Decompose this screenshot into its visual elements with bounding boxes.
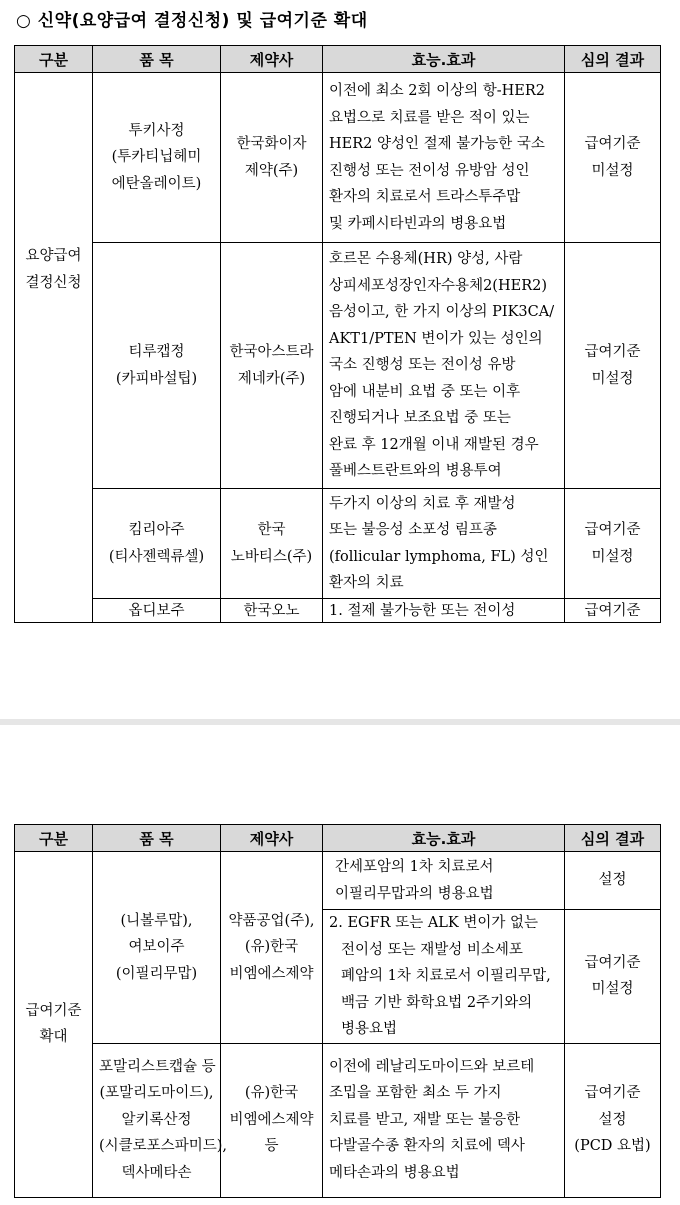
header-company: 제약사 <box>221 825 323 852</box>
header-company: 제약사 <box>221 46 323 73</box>
company-cell <box>221 243 323 489</box>
header-result: 심의 결과 <box>565 46 661 73</box>
product-cell <box>93 1043 227 1197</box>
cell-text-line: 상피세포성장인자수용체2(HER2) <box>329 277 547 294</box>
cell-text-line: 병용요법 <box>341 1021 398 1037</box>
cell-text-line: 한국아스트라 <box>229 344 314 360</box>
cell-text-line: 또는 불응성 소포성 림프종 <box>329 522 497 538</box>
effect-cell <box>323 599 565 623</box>
table-row <box>15 852 661 910</box>
cell-text-line: 이전에 레날리도마이드와 보르테 <box>329 1058 535 1075</box>
cell-text-line: 국소 진행성 또는 전이성 유방 <box>329 357 516 374</box>
cell-text-line: 치료를 받고, 재발 또는 불응한 <box>329 1111 521 1128</box>
cell-text-line: 이필리무맙과의 병용요법 <box>335 885 494 902</box>
cell-text-line: 킴리아주 <box>128 522 185 538</box>
company-cell <box>221 489 323 599</box>
effect-cell <box>323 243 565 489</box>
page-divider <box>0 719 680 725</box>
category-line: 요양급여 <box>25 248 82 264</box>
cell-text-line: 환자의 치료로서 트라스투주맙 <box>329 189 521 205</box>
cell-text-line: 이전에 최소 2회 이상의 항-HER2 <box>329 83 546 99</box>
category-cell <box>15 73 93 623</box>
table-row <box>15 489 661 599</box>
cell-text-line: 덱사메타손 <box>121 1164 192 1181</box>
header-result: 심의 결과 <box>565 825 661 852</box>
result-cell <box>565 73 661 243</box>
header-category: 구분 <box>15 46 93 73</box>
cell-text-line: 여보이주 <box>128 939 185 955</box>
category-cell <box>15 852 93 1198</box>
table-row <box>15 1043 661 1197</box>
cell-text-line: 폐암의 1차 치료로서 이필리무맙, <box>341 968 551 984</box>
table-header-row <box>15 825 661 852</box>
cell-text-line: 완료 후 12개월 이내 재발된 경우 <box>329 436 539 453</box>
cell-text-line: 조밉을 포함한 최소 두 가지 <box>329 1085 502 1102</box>
cell-text-line: 비엠에스제약 <box>229 965 314 982</box>
cell-text-line: 백금 기반 화학요법 2주기와의 <box>341 994 533 1011</box>
cell-text-line: (투카티닙헤미 <box>111 149 202 166</box>
cell-text-line: 환자의 치료 <box>329 575 404 591</box>
cell-text-line: 암에 내분비 요법 중 또는 이후 <box>329 383 521 400</box>
header-category: 구분 <box>15 825 93 852</box>
category-line: 결정신청 <box>25 274 82 291</box>
cell-text-line: 급여기준 <box>584 954 641 971</box>
cell-text-line: 설정 <box>598 1111 627 1128</box>
cell-text-line: (니볼루맙), <box>120 912 193 929</box>
cell-text-line: (티사젠렉류셀) <box>108 548 205 565</box>
result-cell <box>565 599 661 623</box>
result-cell <box>565 1043 661 1197</box>
cell-text-line: 노바티스(주) <box>230 548 313 565</box>
cell-text-line: 제네카(주) <box>237 370 306 387</box>
cell-text-line: 비엠에스제약 <box>229 1111 314 1128</box>
cell-text-line: 풀베스트란트와의 병용투여 <box>329 463 502 480</box>
effect-cell <box>323 852 565 910</box>
effect-cell <box>323 73 565 243</box>
cell-text-line: (시클로포스파미드), <box>99 1138 227 1155</box>
cell-text-line: 티루캡정 <box>128 344 185 360</box>
result-cell <box>565 243 661 489</box>
cell-text-line: 투키사정 <box>128 122 185 139</box>
cell-text-line: (유)한국 <box>244 1085 299 1102</box>
company-cell <box>221 73 323 243</box>
cell-text-line: 급여기준 <box>584 1085 641 1102</box>
header-effect: 효능.효과 <box>323 46 565 73</box>
cell-text-line: 등 <box>264 1138 279 1155</box>
company-cell <box>221 1043 323 1197</box>
product-cell <box>93 852 221 1044</box>
cell-text-line: 2. EGFR 또는 ALK 변이가 없는 <box>329 915 539 931</box>
cell-text-line: 설정 <box>598 872 627 889</box>
table-row <box>15 243 661 489</box>
cell-text-line: 메타손과의 병용요법 <box>329 1164 460 1181</box>
cell-text-line: 간세포암의 1차 치료로서 <box>335 859 494 875</box>
cell-text-line: 급여기준 <box>584 344 641 360</box>
table-new-drug-application <box>14 45 661 623</box>
cell-text-line: 미설정 <box>591 162 634 179</box>
cell-text-line: 진행성 또는 전이성 유방암 성인 <box>329 162 530 179</box>
effect-cell <box>323 1043 565 1197</box>
cell-text-line: 요법으로 치료를 받은 적이 있는 <box>329 109 530 126</box>
effect-cell <box>323 489 565 599</box>
product-cell <box>93 243 221 489</box>
cell-text-line: 미설정 <box>591 370 634 387</box>
cell-text-line: 1. 절제 불가능한 또는 전이성 <box>329 602 516 619</box>
cell-text-line: 알키록산정 <box>121 1111 192 1128</box>
cell-text-line: 포말리스트캡슐 등 <box>99 1058 216 1075</box>
cell-text-line: 급여기준 <box>584 602 641 619</box>
cell-text-line: 미설정 <box>591 548 634 565</box>
cell-text-line: 전이성 또는 재발성 비소세포 <box>341 941 523 958</box>
result-cell <box>565 489 661 599</box>
product-cell <box>93 73 221 243</box>
cell-text-line: 에탄올레이트) <box>111 175 202 192</box>
cell-text-line: 약품공업(주), <box>228 912 315 929</box>
header-product: 품 목 <box>93 825 221 852</box>
category-line: 확대 <box>39 1029 68 1046</box>
cell-text-line: AKT1/PTEN 변이가 있는 성인의 <box>329 330 543 347</box>
cell-text-line: 급여기준 <box>584 522 641 538</box>
table-header-row <box>15 46 661 73</box>
cell-text-line: 두가지 이상의 치료 후 재발성 <box>329 495 516 512</box>
cell-text-line: 진행되거나 보조요법 중 또는 <box>329 410 511 427</box>
cell-text-line: 다발골수종 환자의 치료에 덱사 <box>329 1138 525 1155</box>
cell-text-line: 및 카페시타빈과의 병용요법 <box>329 215 507 232</box>
product-cell <box>93 489 221 599</box>
cell-text-line: (포말리도마이드), <box>99 1085 214 1102</box>
cell-text-line: (PCD 요법) <box>574 1138 651 1155</box>
header-effect: 효능.효과 <box>323 825 565 852</box>
cell-text-line: 급여기준 <box>584 136 641 152</box>
company-cell <box>221 852 323 1044</box>
cell-text-line: (카피바설팁) <box>115 370 198 387</box>
cell-text-line: 한국 <box>257 522 286 538</box>
table-row <box>15 73 661 243</box>
cell-text-line: 미설정 <box>591 981 634 998</box>
cell-text-line: HER2 양성인 절제 불가능한 국소 <box>329 136 545 152</box>
cell-text-line: 한국오노 <box>243 602 300 619</box>
table-row <box>15 599 661 623</box>
cell-text-line: 음성이고, 한 가지 이상의 PIK3CA/ <box>329 304 555 321</box>
cell-text-line: 한국화이자 <box>236 136 307 152</box>
category-line: 급여기준 <box>25 1002 82 1019</box>
result-cell <box>565 910 661 1044</box>
product-cell <box>93 599 221 623</box>
company-cell <box>221 599 323 623</box>
cell-text-line: 제약(주) <box>244 162 299 179</box>
section-heading: ○ 신약(요양급여 결정신청) 및 급여기준 확대 <box>16 11 368 31</box>
cell-text-line: (follicular lymphoma, FL) 성인 <box>329 548 549 565</box>
cell-text-line: (이필리무맙) <box>115 965 198 982</box>
header-product: 품 목 <box>93 46 221 73</box>
cell-text-line: (유)한국 <box>244 939 299 955</box>
cell-text-line: 호르몬 수용체(HR) 양성, 사람 <box>329 251 523 268</box>
result-cell <box>565 852 661 910</box>
table-coverage-expansion <box>14 824 661 1198</box>
cell-text-line: 옵디보주 <box>128 602 185 619</box>
effect-cell <box>323 910 565 1044</box>
